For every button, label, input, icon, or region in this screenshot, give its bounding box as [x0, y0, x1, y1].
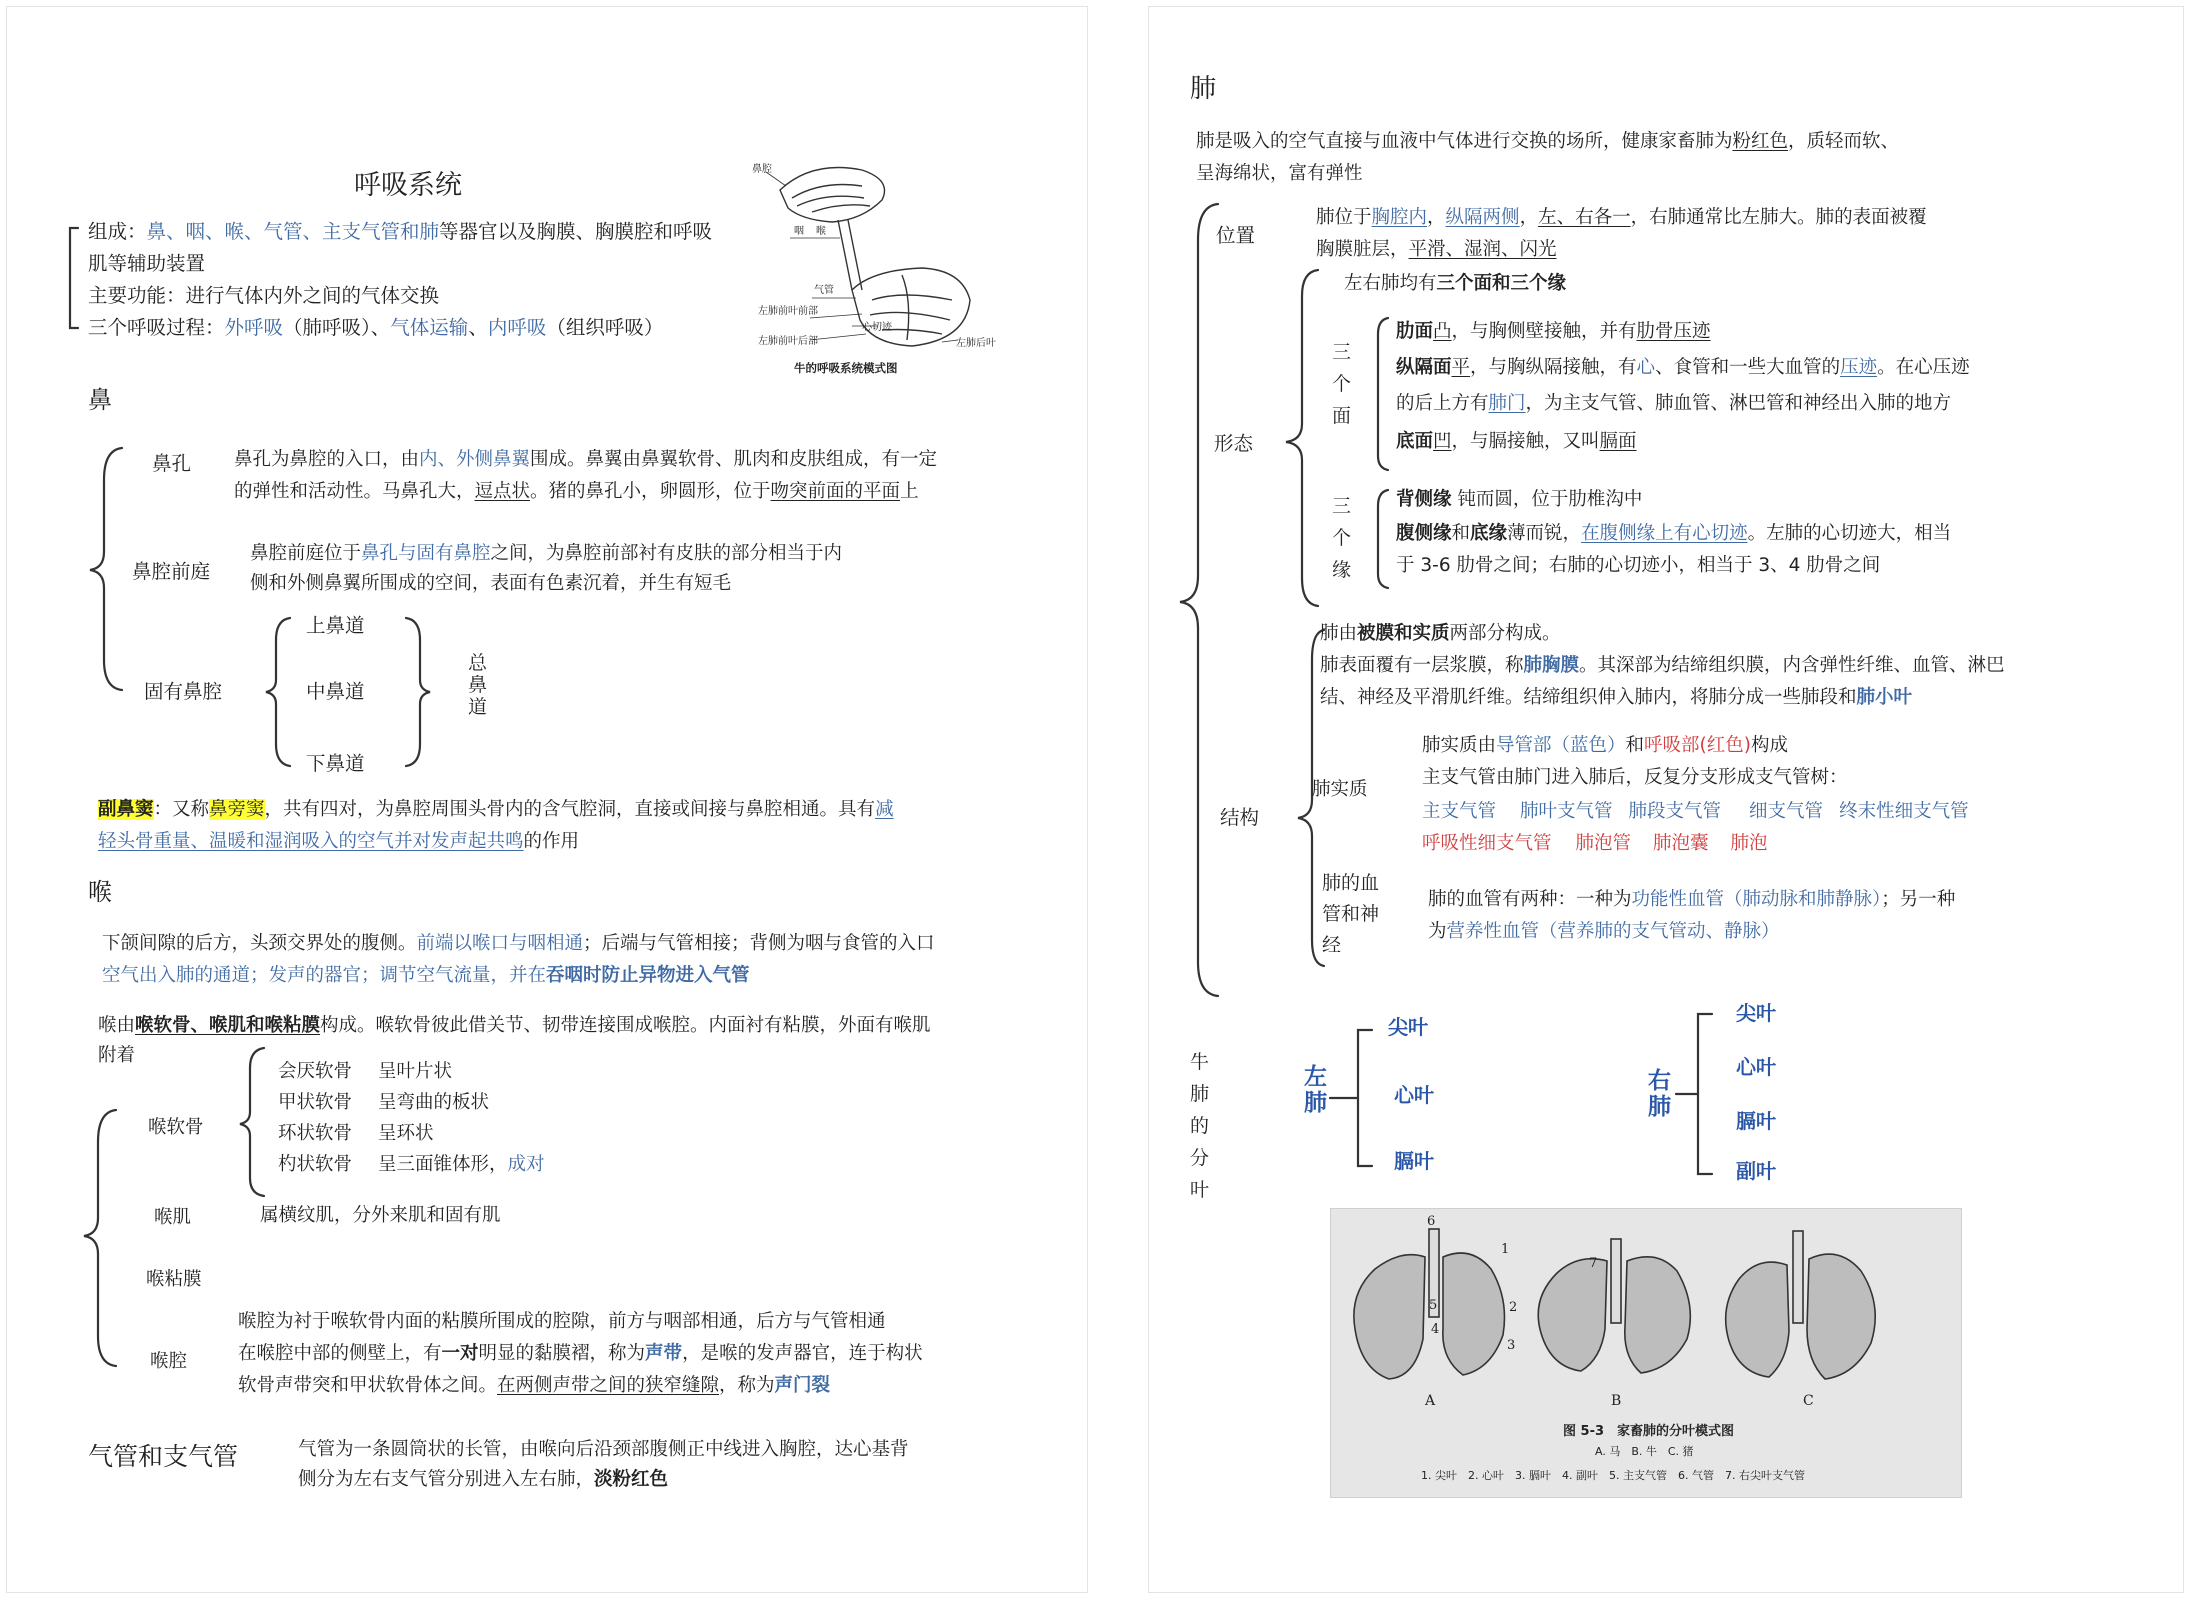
vessels-line1: [1428, 884, 1955, 915]
sinus-text: ，共有四对，为鼻腔周围头骨内的含气腔洞，直接或间接与鼻腔相通。具有: [264, 799, 876, 820]
lung-intro-text: ，质轻而软、: [1788, 131, 1900, 152]
nostril-text: 鼻孔为鼻腔的入口，由: [234, 449, 420, 470]
left-lobe-cardiac: 心叶: [1394, 1083, 1434, 1107]
muscle-desc: 属横纹肌，分外来肌和固有肌: [260, 1205, 501, 1226]
position-surface: 平滑、湿润、闪光: [1408, 239, 1557, 260]
left-lung-char: 左: [1304, 1064, 1327, 1090]
process-external-note: （肺呼吸）、: [283, 316, 391, 339]
larynx-composition-line2: 附着: [98, 1045, 136, 1066]
bronchus-item: 肺叶支气管: [1520, 801, 1613, 822]
rib-impressions: 肋骨压迹: [1636, 321, 1711, 342]
cavity-label: 喉腔: [150, 1351, 188, 1372]
fig-label-larynx: 喉: [816, 226, 826, 237]
position-text: ，: [1519, 207, 1539, 228]
structure-label: 结构: [1220, 806, 1260, 829]
common-meatus: [468, 652, 487, 718]
lung-figure-caption: 图 5-3 家畜肺的分叶模式图: [1563, 1424, 1735, 1439]
mediastinal-surface: 纵隔面: [1396, 357, 1452, 378]
structure-line3: [1320, 682, 1912, 713]
fig-num-2: 2: [1509, 1300, 1518, 1315]
vessels-text: 肺的血管有两种：一种为: [1428, 889, 1632, 910]
trachea-line2: [298, 1464, 668, 1495]
borders-label: [1332, 490, 1351, 586]
parenchyma-label: 肺实质: [1312, 779, 1368, 800]
lobes-label-char: 牛: [1190, 1051, 1210, 1073]
process-transport: 气体运输: [390, 316, 469, 339]
fig-num-7: 7: [1589, 1256, 1598, 1271]
meatus-left-brace: [266, 618, 290, 766]
position-thorax: 胸腔内: [1371, 207, 1428, 228]
faces-brace: [1378, 318, 1388, 470]
basal-border: 底缘: [1470, 523, 1508, 544]
vessels-label-line: 经: [1322, 934, 1342, 956]
faces-char: 三: [1332, 341, 1352, 363]
larynx-brace: [84, 1110, 116, 1366]
vessels-label: [1322, 868, 1379, 961]
section-heading-larynx: 喉: [88, 878, 112, 906]
trachea-text: 侧分为左右支气管分别进入左右肺，: [298, 1469, 595, 1490]
larynx-front-end: 前端以喉口与咽相通: [416, 933, 584, 954]
lobes-label-char: 叶: [1190, 1179, 1210, 1201]
cartilage-paired: 成对: [507, 1154, 545, 1175]
nostril-line2: [234, 476, 919, 507]
fig-letter-b: B: [1611, 1393, 1622, 1409]
borders-char: 三: [1332, 495, 1352, 517]
vessels-label-line: 肺的血: [1322, 872, 1380, 894]
lung-brace: [1180, 204, 1218, 996]
sinus-alias: 鼻旁窦: [209, 799, 265, 820]
base-surface-line: [1396, 426, 1637, 457]
base-concave: 凹: [1433, 431, 1452, 452]
vestibule-label: 鼻腔前庭: [132, 560, 211, 583]
lung-intro-line2: 呈海绵状，富有弹性: [1196, 163, 1363, 184]
fig-label-pharynx: 咽: [794, 226, 804, 237]
faces-label: [1332, 336, 1351, 432]
pulmonary-pleura: 肺胸膜: [1523, 655, 1580, 676]
sinus-text: 的作用: [523, 831, 580, 852]
intro-processes: [88, 312, 663, 344]
section-heading-nose: 鼻: [88, 386, 112, 414]
vestibule-text: 之间，为鼻腔前部衬有皮肤的部分相当于内: [490, 543, 843, 564]
morphology-summary: [1344, 268, 1566, 299]
base-surface: 底面: [1396, 431, 1434, 452]
vessels-text: ；另一种: [1881, 889, 1956, 910]
cartilage-row: [278, 1056, 452, 1087]
faces-char: 个: [1332, 373, 1352, 395]
faces-char: 面: [1332, 405, 1352, 427]
cartilage-name: 甲状软骨: [278, 1092, 353, 1113]
right-lobe-cardiac: 心叶: [1736, 1055, 1776, 1079]
intro-function: 主要功能：进行气体内外之间的气体交换: [88, 284, 440, 307]
vestibule-line1: [250, 538, 842, 569]
common-meatus-char: 道: [468, 696, 488, 718]
cartilage-row: [278, 1149, 545, 1180]
mediastinal-surface-line2: [1396, 388, 1951, 419]
cartilage-brace: [240, 1048, 264, 1196]
sinus-line1: [98, 794, 894, 825]
mediastinal-text: 的后上方有: [1396, 393, 1489, 414]
cartilage-desc: 呈弯曲的板状: [378, 1092, 490, 1113]
lobule: 肺小叶: [1856, 687, 1913, 708]
intro-composition: [88, 216, 712, 248]
vessels-label-line: 管和神: [1322, 903, 1380, 925]
process-sep: 、: [468, 316, 488, 339]
composition-label: 组成：: [88, 220, 147, 243]
hilum: 肺门: [1488, 393, 1526, 414]
common-meatus-char: 总: [468, 652, 488, 674]
ventral-border-line1: [1396, 518, 1951, 549]
left-lobe-apical: 尖叶: [1388, 1015, 1428, 1039]
cartilage-desc: 呈叶片状: [378, 1061, 453, 1082]
glottis: 声门裂: [774, 1375, 831, 1396]
mediastinal-surface-line1: [1396, 352, 1970, 383]
ventral-text: 薄而锐，: [1507, 523, 1582, 544]
process-internal: 内呼吸: [487, 316, 547, 339]
larynx-swallow-function: 吞咽时防止异物进入气管: [546, 965, 750, 986]
costal-surface-line: [1396, 316, 1711, 347]
morphology-text: 左右肺均有: [1344, 273, 1437, 294]
left-lung-label: [1304, 1064, 1327, 1116]
muscle-label: 喉肌: [154, 1207, 192, 1228]
larynx-text: 喉由: [98, 1015, 136, 1036]
meatus-right-brace: [406, 618, 430, 766]
sinus-line2: [98, 826, 579, 857]
lung-intro-line1: [1196, 126, 1899, 157]
ventral-text: 和: [1451, 523, 1471, 544]
structure-text: 两部分构成。: [1449, 623, 1561, 644]
cartilage-row: [278, 1118, 434, 1149]
fig-label-caudal: 左肺后叶: [956, 338, 996, 349]
cartilage-name: 会厌软骨: [278, 1061, 353, 1082]
position-mediastinum: 纵隔两侧: [1445, 207, 1520, 228]
borders-char: 缘: [1332, 559, 1352, 581]
dorsal-border: 背侧缘: [1396, 489, 1452, 510]
parenchyma-line1: [1422, 730, 1788, 761]
borders-char: 个: [1332, 527, 1352, 549]
dorsal-border-line: [1396, 484, 1642, 515]
larynx-text: 下颌间隙的后方，头颈交界处的腹侧。: [102, 933, 417, 954]
bronchus-item: 主支气管: [1422, 801, 1497, 822]
position-line2: [1316, 234, 1557, 265]
left-lobe-diaphragmatic: 膈叶: [1394, 1149, 1434, 1173]
position-pair: 左、右各一: [1538, 207, 1631, 228]
mediastinal-text: 。在心压迹: [1877, 357, 1970, 378]
costal-convex: 凸: [1433, 321, 1452, 342]
left-lobe-bracket: [1358, 1030, 1372, 1166]
ventral-border: 腹侧缘: [1396, 523, 1452, 544]
vocal-cord: 声带: [645, 1343, 683, 1364]
morphology-faces-borders: 三个面和三个缘: [1436, 273, 1567, 294]
diaphragmatic-surface: 膈面: [1599, 431, 1637, 452]
right-lung-char: 肺: [1648, 1094, 1671, 1120]
cartilage-desc: 呈环状: [378, 1123, 434, 1144]
respiratory-item: 肺泡囊: [1653, 833, 1709, 854]
respiratory-item: 呼吸性细支气管: [1422, 833, 1552, 854]
cavity-line3: [238, 1370, 830, 1401]
mediastinal-flat: 平: [1451, 357, 1471, 378]
costal-surface: 肋面: [1396, 321, 1434, 342]
position-text: ，右肺通常比左肺大。肺的表面被覆: [1630, 207, 1927, 228]
structure-text: 结、神经及平滑肌纤维。结缔组织伸入肺内，将肺分成一些肺段和: [1320, 687, 1857, 708]
structure-text: 肺表面覆有一层浆膜，称: [1320, 655, 1524, 676]
costal-text: ，与胸侧壁接触，并有: [1451, 321, 1637, 342]
nostril-text: 的弹性和活动性。马鼻孔大，: [234, 481, 475, 502]
parenchyma-text: 构成: [1750, 735, 1788, 756]
parenchyma-text: 和: [1625, 735, 1645, 756]
structure-text: 肺由: [1320, 623, 1358, 644]
meatus-lower: 下鼻道: [306, 752, 365, 775]
cavity-line1: 喉腔为衬于喉软骨内面的粘膜所围成的腔隙，前方与咽部相通，后方与气管相通: [238, 1311, 886, 1332]
cavity-text: 明显的黏膜褶，称为: [478, 1343, 646, 1364]
cavity-line2: [238, 1338, 923, 1369]
nostril-line1: [234, 444, 937, 475]
respiratory-item: 肺泡: [1730, 833, 1768, 854]
cow-respiratory-figure: [752, 150, 1012, 380]
ventral-border-line2: 于 3-6 肋骨之间；右肺的心切迹小，相当于 3、4 肋骨之间: [1396, 555, 1881, 576]
cavity-text: ，是喉的发声器官，连于构状: [682, 1343, 923, 1364]
fig-caption: 牛的呼吸系统模式图: [794, 361, 898, 375]
lung-figure-sub: A. 马 B. 牛 C. 猪: [1595, 1445, 1694, 1458]
process-external: 外呼吸: [224, 316, 284, 339]
structure-line1: [1320, 618, 1561, 649]
mediastinal-text: ，与胸纵隔接触，有: [1470, 357, 1637, 378]
larynx-position-line1: [102, 928, 935, 959]
nose-brace: [90, 448, 122, 690]
conducting-tree: [1422, 796, 1969, 827]
cartilage-name: 环状软骨: [278, 1123, 353, 1144]
mediastinal-heart: 心: [1636, 357, 1656, 378]
position-text: ，: [1427, 207, 1446, 228]
cavity-gap: 在两侧声带之间的狭窄缝隙: [497, 1375, 720, 1396]
position-text: 肺位于: [1316, 207, 1372, 228]
fig-letter-a: A: [1425, 1393, 1436, 1409]
fig-label-trachea: 气管: [814, 285, 834, 296]
conducting-part: 导管部（蓝色）: [1496, 735, 1626, 756]
larynx-position-line2: [102, 960, 750, 991]
nostril-comma-shape: 逗点状: [474, 481, 531, 502]
right-lobe-bracket: [1698, 1014, 1712, 1174]
lung-lobe-figure: [1330, 1208, 1962, 1498]
lobes-label-char: 分: [1190, 1147, 1210, 1169]
intro-composition-line2: 肌等辅助装置: [88, 252, 206, 275]
mediastinal-text: 、食管和一些大血管的: [1655, 357, 1841, 378]
sinus-text: ：又称: [153, 799, 210, 820]
trachea-line1: 气管为一条圆筒状的长管，由喉向后沿颈部腹侧正中线进入胸腔，达心基背: [298, 1439, 909, 1460]
right-lobe-apical: 尖叶: [1736, 1001, 1776, 1025]
right-lung-label: [1648, 1068, 1671, 1120]
larynx-text: ；后端与气管相接；背侧为咽与食管的入口: [583, 933, 935, 954]
dorsal-text: 钝而圆，位于肋椎沟中: [1457, 489, 1643, 510]
sinus-function-start: 减: [875, 799, 894, 820]
meatus-middle: 中鼻道: [306, 680, 365, 703]
parenchyma-line2: 主支气管由肺门进入肺后，反复分支形成支气管树：: [1422, 767, 1848, 788]
position-label: 位置: [1216, 224, 1256, 247]
position-text: 胸膜脏层，: [1316, 239, 1409, 260]
vestibule-text: 鼻腔前庭位于: [250, 543, 362, 564]
bronchus-item: 肺段支气管: [1628, 801, 1722, 822]
respiratory-item: 肺泡管: [1575, 833, 1632, 854]
lobes-label-char: 的: [1190, 1115, 1210, 1137]
fig-letter-c: C: [1803, 1393, 1814, 1409]
fig-label-nasal: 鼻腔: [752, 164, 772, 175]
morphology-label: 形态: [1214, 432, 1254, 455]
right-lung-char: 右: [1648, 1068, 1671, 1094]
left-lung-char: 肺: [1304, 1090, 1327, 1116]
fig-num-4: 4: [1431, 1322, 1440, 1337]
sinus-label: 副鼻窦: [98, 799, 154, 820]
position-line1: [1316, 202, 1927, 233]
intro-bracket: [70, 228, 78, 328]
mediastinal-text: ，为主支气管、肺血管、淋巴管和神经出入肺的地方: [1525, 393, 1952, 414]
cartilage-name: 杓状软骨: [278, 1154, 353, 1175]
larynx-functions: 空气出入肺的通道；发声的器官；调节空气流量，并在: [102, 965, 547, 986]
structure-parts: 被膜和实质: [1357, 623, 1450, 644]
lobes-label: [1190, 1046, 1209, 1206]
composition-rest: 等器官以及胸膜、胸膜腔和呼吸: [439, 220, 713, 243]
lung-color: 粉红色: [1732, 131, 1789, 152]
morphology-brace: [1286, 270, 1318, 606]
fig-label-apical-back: 左肺前叶后部: [758, 336, 818, 347]
common-meatus-char: 鼻: [468, 674, 488, 696]
sinus-function: 轻头骨重量、温暖和湿润吸入的空气并对发声起共鸣: [98, 831, 524, 852]
lung-figure-legend: 1. 尖叶 2. 心叶 3. 膈叶 4. 副叶 5. 主支气管 6. 气管 7. 右尖叶支气管: [1421, 1469, 1805, 1482]
fig-label-cardiac-notch: 心切迹: [862, 322, 892, 333]
nostril-text: 。猪的鼻孔小，卵圆形，位于: [530, 481, 771, 502]
composition-organs: 鼻、咽、喉、气管、主支气管和肺: [146, 220, 440, 243]
fig-num-1: 1: [1501, 1242, 1510, 1257]
bronchus-item: 终末性细支气管: [1839, 801, 1969, 822]
nostril-text: 上: [900, 481, 919, 502]
respiratory-tree: [1422, 828, 1768, 859]
cavity-text: 软骨声带突和甲状软骨体之间。: [238, 1375, 498, 1396]
section-heading-lung: 肺: [1190, 74, 1217, 104]
cardiac-notch: 在腹侧缘上有心切迹: [1581, 523, 1748, 544]
mediastinal-impressions: 压迹: [1840, 357, 1878, 378]
fig-num-6: 6: [1427, 1214, 1436, 1229]
cavity-text: 在喉腔中部的侧壁上，有: [238, 1343, 442, 1364]
mucosa-label: 喉粘膜: [146, 1269, 202, 1290]
trachea-color: 淡粉红色: [594, 1469, 669, 1490]
structure-line2: [1320, 650, 2005, 681]
larynx-text: 构成。喉软骨彼此借关节、韧带连接围成喉腔。内面衬有粘膜，外面有喉肌: [320, 1015, 931, 1036]
parenchyma-text: 肺实质由: [1422, 735, 1497, 756]
functional-vessels: 功能性血管（肺动脉和肺静脉）: [1631, 889, 1882, 910]
respiratory-part: 呼吸部(红色): [1644, 735, 1751, 756]
nostril-text: 围成。鼻翼由鼻翼软骨、肌肉和皮肤组成，有一定: [530, 449, 938, 470]
fig-label-apical-front: 左肺前叶前部: [758, 306, 818, 317]
lobes-label-char: 肺: [1190, 1083, 1210, 1105]
cartilage-desc: 呈三面锥体形，: [378, 1154, 508, 1175]
borders-brace: [1378, 490, 1388, 588]
meatus-upper: 上鼻道: [306, 614, 365, 637]
nostril-label: 鼻孔: [152, 452, 192, 475]
fig-num-5: 5: [1429, 1298, 1438, 1313]
structure-text: 。其深部为结缔组织膜，内含弹性纤维、血管、淋巴: [1579, 655, 2005, 676]
vessels-text: 为: [1428, 921, 1447, 942]
vestibule-location: 鼻孔与固有鼻腔: [361, 543, 491, 564]
right-lobe-diaphragmatic: 膈叶: [1736, 1109, 1776, 1133]
process-label: 三个呼吸过程：: [88, 316, 225, 339]
section-heading-trachea: 气管和支气管: [88, 1442, 239, 1471]
larynx-composition-line1: [98, 1010, 931, 1041]
nostril-wings: 内、外侧鼻翼: [419, 449, 531, 470]
vessels-line2: [1428, 916, 1780, 947]
larynx-components: 喉软骨、喉肌和喉粘膜: [135, 1015, 321, 1036]
bronchus-item: 细支气管: [1749, 801, 1824, 822]
nostril-snout-plane: 吻突前面的平面: [770, 481, 901, 502]
proper-nasal-label: 固有鼻腔: [144, 680, 223, 703]
right-lobe-accessory: 副叶: [1736, 1159, 1776, 1183]
page-title: 呼吸系统: [354, 170, 462, 201]
cavity-pair: 一对: [441, 1343, 479, 1364]
nutritive-vessels: 营养性血管（营养肺的支气管动、静脉）: [1446, 921, 1780, 942]
cartilage-row: [278, 1087, 489, 1118]
cartilage-label: 喉软骨: [148, 1117, 204, 1138]
cavity-text: ，称为: [719, 1375, 775, 1396]
ventral-text: 。左肺的心切迹大，相当: [1747, 523, 1952, 544]
fig-num-3: 3: [1507, 1338, 1516, 1353]
base-text: ，与膈接触，又叫: [1451, 431, 1600, 452]
lung-intro-text: 肺是吸入的空气直接与血液中气体进行交换的场所，健康家畜肺为: [1196, 131, 1733, 152]
process-internal-note: （组织呼吸）: [546, 316, 664, 339]
vestibule-line2: 侧和外侧鼻翼所围成的空间，表面有色素沉着，并生有短毛: [250, 573, 732, 594]
